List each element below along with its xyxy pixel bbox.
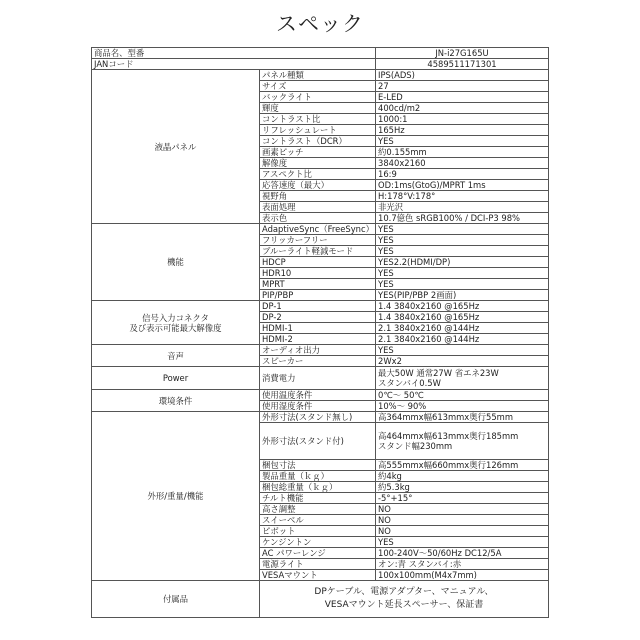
spec-value: 非光沢: [376, 202, 549, 213]
spec-value: 165Hz: [376, 125, 549, 136]
spec-label: オーディオ出力: [260, 345, 376, 356]
spec-label: スイーベル: [260, 515, 376, 526]
spec-value: 16:9: [376, 169, 549, 180]
spec-label: PIP/PBP: [260, 290, 376, 301]
spec-label: 外形寸法(スタンド付): [260, 423, 376, 460]
header-row: [92, 48, 549, 59]
spec-label: 高さ調整: [260, 504, 376, 515]
spec-value: YES: [376, 279, 549, 290]
spec-value: 2Wx2: [376, 356, 549, 367]
spec-value: 10%〜 90%: [376, 401, 549, 412]
spec-label: HDCP: [260, 257, 376, 268]
spec-value: YES: [376, 235, 549, 246]
spec-label: 輝度: [260, 103, 376, 114]
spec-label: パネル種類: [260, 70, 376, 81]
spec-value: 100-240V〜50/60Hz DC12/5A: [376, 548, 549, 559]
category-label: 音声: [92, 345, 260, 367]
spec-value: 10.7億色 sRGB100% / DCI-P3 98%: [376, 213, 549, 224]
spec-value: 高364mmx幅613mmx奥行55mm: [376, 412, 549, 423]
category-label: 信号入力コネクタ 及び表示可能最大解像度: [92, 301, 260, 345]
spec-value: IPS(ADS): [376, 70, 549, 81]
spec-label: 梱包総重量（ｋｇ）: [260, 482, 376, 493]
spec-value: 27: [376, 81, 549, 92]
page-title: スペック: [276, 12, 364, 36]
spec-row: [92, 345, 549, 356]
spec-label: リフレッシュレート: [260, 125, 376, 136]
spec-value: YES: [376, 537, 549, 548]
spec-value: 1.4 3840x2160 @165Hz: [376, 301, 549, 312]
spec-label: 視野角: [260, 191, 376, 202]
spec-row: [92, 367, 549, 390]
spec-label: 電源ライト: [260, 559, 376, 570]
spec-value: 2.1 3840x2160 @144Hz: [376, 334, 549, 345]
spec-label: サイズ: [260, 81, 376, 92]
spec-label: チルト機能: [260, 493, 376, 504]
spec-label: コントラスト（DCR）: [260, 136, 376, 147]
spec-label: VESAマウント: [260, 570, 376, 581]
spec-label: 消費電力: [260, 367, 376, 390]
spec-label: 画素ピッチ: [260, 147, 376, 158]
spec-label: 解像度: [260, 158, 376, 169]
spec-value: オン:青 スタンバイ:赤: [376, 559, 549, 570]
spec-label: 製品重量（ｋｇ）: [260, 471, 376, 482]
spec-row: [92, 70, 549, 81]
spec-value: YES: [376, 136, 549, 147]
spec-row: [92, 390, 549, 401]
spec-label: HDMI-1: [260, 323, 376, 334]
spec-value: 3840x2160: [376, 158, 549, 169]
spec-label: 外形寸法(スタンド無し): [260, 412, 376, 423]
spec-value: 2.1 3840x2160 @144Hz: [376, 323, 549, 334]
category-label: Power: [92, 367, 260, 390]
spec-value: YES: [376, 268, 549, 279]
spec-label: 応答速度（最大）: [260, 180, 376, 191]
accessories-label: 付属品: [92, 581, 260, 618]
spec-label: 表示色: [260, 213, 376, 224]
spec-label: スピーカー: [260, 356, 376, 367]
spec-label: AdaptiveSync（FreeSync）: [260, 224, 376, 235]
spec-value: NO: [376, 515, 549, 526]
spec-label: HDR10: [260, 268, 376, 279]
spec-label: フリッカーフリー: [260, 235, 376, 246]
category-label: 液晶パネル: [92, 70, 260, 224]
category-label: 機能: [92, 224, 260, 301]
spec-label: HDMI-2: [260, 334, 376, 345]
spec-value: 約4kg: [376, 471, 549, 482]
category-label: 環境条件: [92, 390, 260, 412]
spec-value: YES2.2(HDMI/DP): [376, 257, 549, 268]
spec-value: YES: [376, 345, 549, 356]
spec-label: 梱包寸法: [260, 460, 376, 471]
spec-label: AC パワーレンジ: [260, 548, 376, 559]
spec-value: 約0.155mm: [376, 147, 549, 158]
spec-table: [91, 47, 549, 618]
spec-label: DP-2: [260, 312, 376, 323]
spec-label: DP-1: [260, 301, 376, 312]
spec-value: E-LED: [376, 92, 549, 103]
spec-value: 100x100mm(M4x7mm): [376, 570, 549, 581]
header-label: 商品名、型番: [92, 48, 376, 59]
spec-value: 1.4 3840x2160 @165Hz: [376, 312, 549, 323]
spec-row: [92, 224, 549, 235]
spec-label: アスペクト比: [260, 169, 376, 180]
header-value: JN-i27G165U: [376, 48, 549, 59]
spec-value: NO: [376, 504, 549, 515]
spec-label: 表面処理: [260, 202, 376, 213]
spec-value: 1000:1: [376, 114, 549, 125]
spec-value: 400cd/m2: [376, 103, 549, 114]
header-row: [92, 59, 549, 70]
spec-value: 最大50W 通常27W 省エネ23W スタンバイ0.5W: [376, 367, 549, 390]
spec-value: 約5.3kg: [376, 482, 549, 493]
spec-value: YES: [376, 224, 549, 235]
spec-value: H:178°V:178°: [376, 191, 549, 202]
spec-value: YES: [376, 246, 549, 257]
category-label: 外形/重量/機能: [92, 412, 260, 581]
spec-label: ケンジントン: [260, 537, 376, 548]
spec-row: [92, 412, 549, 423]
accessories-value: DPケーブル、電源アダプター、マニュアル、 VESAマウント延長スペーサー、保証書: [260, 581, 549, 618]
spec-label: バックライト: [260, 92, 376, 103]
spec-value: 0℃〜 50℃: [376, 390, 549, 401]
accessories-row: [92, 581, 549, 618]
spec-label: MPRT: [260, 279, 376, 290]
spec-label: ブルーライト軽減モード: [260, 246, 376, 257]
spec-label: ピボット: [260, 526, 376, 537]
spec-label: 使用温度条件: [260, 390, 376, 401]
spec-value: 高464mmx幅613mmx奥行185mm スタンド幅230mm: [376, 423, 549, 460]
spec-value: YES(PIP/PBP 2画面): [376, 290, 549, 301]
header-value: 4589511171301: [376, 59, 549, 70]
spec-row: [92, 301, 549, 312]
spec-value: NO: [376, 526, 549, 537]
spec-label: コントラスト比: [260, 114, 376, 125]
header-label: JANコード: [92, 59, 376, 70]
spec-value: 高555mmx幅660mmx奥行126mm: [376, 460, 549, 471]
spec-value: -5°+15°: [376, 493, 549, 504]
spec-label: 使用湿度条件: [260, 401, 376, 412]
spec-value: OD:1ms(GtoG)/MPRT 1ms: [376, 180, 549, 191]
